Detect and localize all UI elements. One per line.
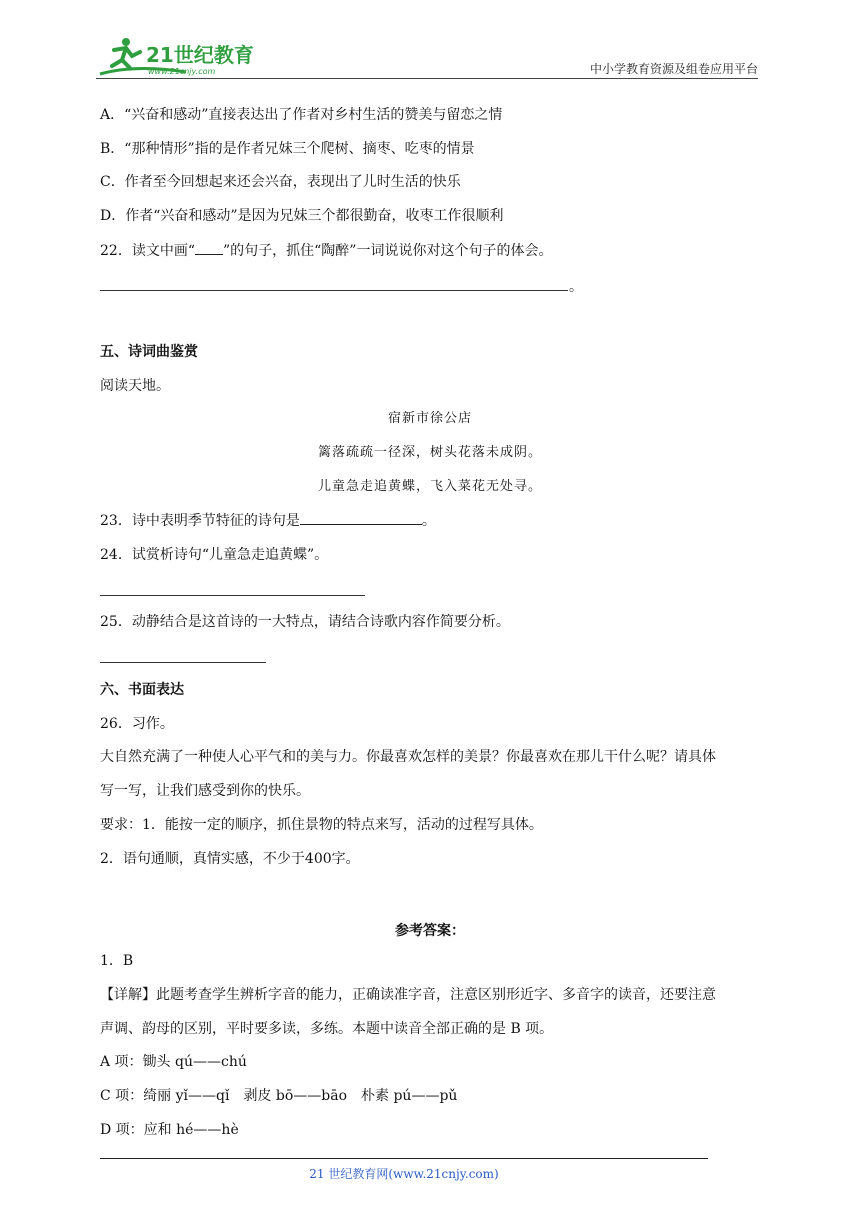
q26-paragraph-2: 写一写，让我们感受到你的快乐。 xyxy=(100,783,310,799)
answers-title: 参考答案： xyxy=(395,923,465,939)
logo-url: www.21cnjy.com xyxy=(148,67,216,76)
q21-option-a: A．“兴奋和感动”直接表达出了作者对乡村生活的赞美与留恋之情 xyxy=(100,107,503,123)
q23-text-post: 。 xyxy=(421,513,436,529)
footer-divider xyxy=(100,1158,708,1159)
q22-underline-mark xyxy=(195,242,223,255)
q25-answer-line xyxy=(100,662,266,663)
q25-question: 25．动静结合是这首诗的一大特点，请结合诗歌内容作简要分析。 xyxy=(100,614,510,630)
poem-line-2: 儿童急走追黄蝶，飞入菜花无处寻。 xyxy=(317,479,542,494)
section5-title: 五、诗词曲鉴赏 xyxy=(100,344,198,360)
q24-answer-line xyxy=(100,595,365,596)
platform-name: 中小学教育资源及组卷应用平台 xyxy=(589,62,758,76)
q22-text-pre: 22．读文中画“ xyxy=(100,243,195,259)
answer-1: 1．B xyxy=(100,953,134,969)
q22-text-post: ”的句子，抓住“陶醉”一词说说你对这个句子的体会。 xyxy=(222,243,553,259)
q23-text-pre: 23．诗中表明季节特征的诗句是 xyxy=(100,513,300,529)
q21-option-c: C．作者至今回想起来还会兴奋，表现出了儿时生活的快乐 xyxy=(100,174,461,190)
answer-1-detail-1: 【详解】此题考查学生辨析字音的能力，正确读准字音，注意区别形近字、多音字的读音，还要注意 xyxy=(100,987,716,1003)
header-divider xyxy=(96,78,758,79)
q24-question: 24．试赏析诗句“儿童急走追黄蝶”。 xyxy=(100,547,329,563)
logo-text: 21世纪教育 xyxy=(146,43,254,67)
page-header xyxy=(96,30,758,80)
answer-1-item-d: D 项：应和 hé——hè xyxy=(100,1122,239,1138)
q23-blank xyxy=(300,512,422,525)
q26-requirement-2: 2．语句通顺，真情实感，不少于400字。 xyxy=(100,851,360,867)
q22-answer-line xyxy=(100,290,568,291)
q21-option-d: D．作者“兴奋和感动”是因为兄妹三个都很勤奋，收枣工作很顺利 xyxy=(100,208,504,224)
answer-1-item-c: C 项：绮丽 yǐ——qǐ 剥皮 bō——bāo 朴素 pú——pǔ xyxy=(100,1088,458,1104)
q26-requirement-1: 要求：1．能按一定的顺序，抓住景物的特点来写，活动的过程写具体。 xyxy=(100,817,543,833)
answer-1-detail-2: 声调、韵母的区别，平时要多读，多练。本题中读音全部正确的是 B 项。 xyxy=(100,1021,554,1037)
section5-intro: 阅读天地。 xyxy=(100,378,170,394)
footer-text[interactable]: 21 世纪教育网(www.21cnjy.com) xyxy=(309,1167,499,1181)
q26-paragraph-1: 大自然充满了一种使人心平气和的美与力。你最喜欢怎样的美景？你最喜欢在那儿干什么呢？请具体 xyxy=(100,749,716,765)
q22-question xyxy=(100,241,552,261)
poem-line-1: 篱落疏疏一径深，树头花落未成阴。 xyxy=(317,445,542,460)
answer-1-item-a: A 项：锄头 qú——chú xyxy=(100,1054,247,1070)
21cnjy-logo xyxy=(96,34,266,78)
q23-question xyxy=(100,511,436,531)
poem-title: 宿新市徐公店 xyxy=(387,411,472,426)
q22-end-mark: 。 xyxy=(569,279,583,295)
q26-question: 26．习作。 xyxy=(100,716,174,732)
q21-option-b: B．“那种情形”指的是作者兄妹三个爬树、摘枣、吃枣的情景 xyxy=(100,141,475,157)
section6-title: 六、书面表达 xyxy=(100,682,184,698)
